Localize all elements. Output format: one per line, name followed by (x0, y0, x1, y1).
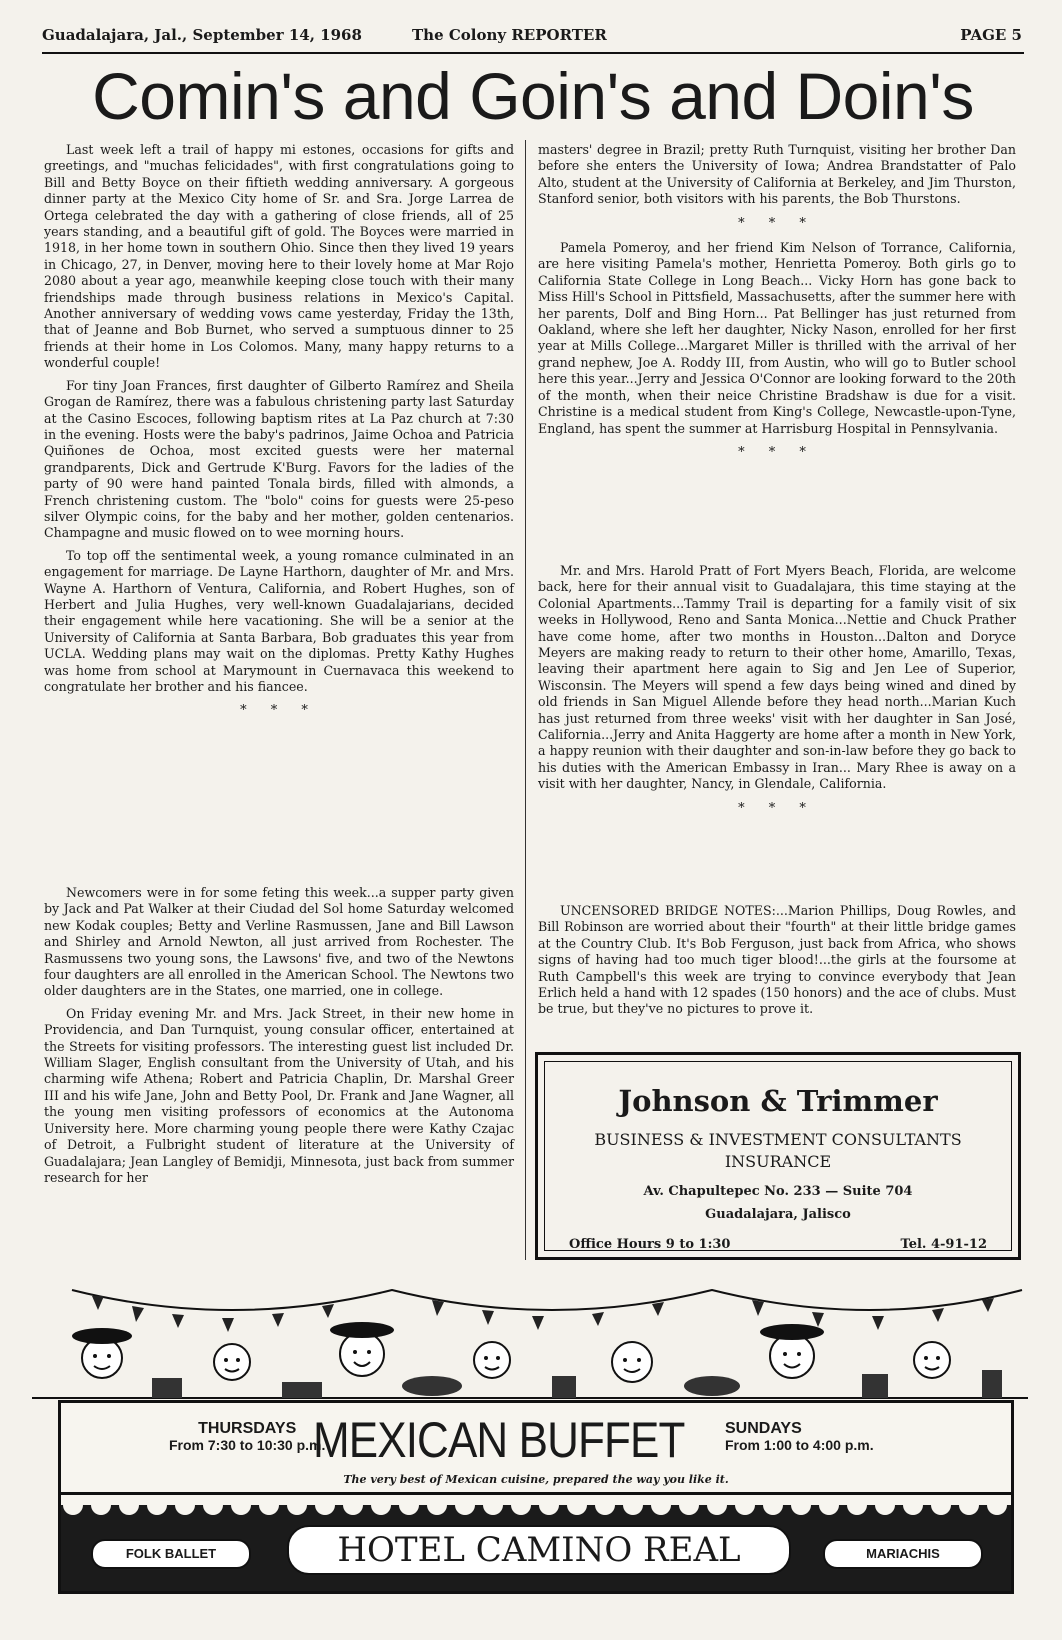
article-paragraph: On Friday evening Mr. and Mrs. Jack Street, in their new home in Providencia, and Dan Turnquist, young consular officer, entertained at the Streets for visiting professors. The interesting guest list included Dr. William Slager, English consultant from the University of Utah, and his charming wife Athena; Robert and Patricia Chaplin, Dr. Marshal Greer III and his wife Jane, John and Betty Pool, Dr. Frank and Jane Wagner, all the young men visiting professors of economics at the Autonoma University here. More charming young people there were Kathy Czajac of Detroit, a Fulbright student of literature at the University of Guadalajara; Jean Langley of Bemidji, Minnesota, just back from summer research for her (44, 1005, 514, 1185)
ad-telephone: Tel. 4-91-12 (900, 1237, 987, 1252)
left-column-upper (44, 142, 514, 728)
sundays-label: SUNDAYS (725, 1420, 802, 1437)
article-paragraph: Newcomers were in for some feting this week...a supper party given by Jack and Pat Walker at their Ciudad del Sol home Saturday welcomed new Kodak couples; Betty and Verline Rasmussen, Jane and Bill Lawson and Shirley and Arnold Newton, all just arrived from Rochester. The Rasmussens two young sons, the Lawsons' five, and two of the Newtons four daughters are all enrolled in the American School. The Newtons two older daughters are in the States, one married, one in college. (44, 885, 514, 999)
right-column-lower (538, 903, 1016, 1024)
buffet-title: MEXICAN BUFFET (313, 1412, 685, 1468)
folk-ballet-label: FOLK BALLET (91, 1539, 251, 1569)
page-headline: Comin's and Goin's and Doin's (92, 59, 974, 133)
section-separator: * * * (738, 444, 816, 460)
article-paragraph: masters' degree in Brazil; pretty Ruth Turnquist, visiting her brother Dan before she enters the University of Iowa; Andrea Brandstatter of Palo Alto, student at the University of California at Berkeley, and Jim Thurston, Stanford senior, both visitors with his parents, the Bob Thurstons. (538, 142, 1016, 207)
ad-title: Johnson & Trimmer (618, 1084, 938, 1118)
thursdays-time: From 7:30 to 10:30 p.m. (169, 1437, 326, 1453)
thursdays-label: THURSDAYS (198, 1420, 297, 1437)
right-column-middle (538, 563, 1016, 825)
masthead-place-date: Guadalajara, Jal., September 14, 1968 (42, 26, 362, 44)
column-divider (525, 140, 526, 1260)
article-paragraph: Mr. and Mrs. Harold Pratt of Fort Myers Beach, Florida, are welcome back, here for their annual visit to Guadalajara, this time staying at the Colonial Apartments...Tammy Trail is departing for a family visit of six weeks in Hollywood, Reno and Santa Monica...Nettie and Chuck Prather have come home, after two months in Houston...Dalton and Doryce Meyers are making ready to return to their other home, Amarillo, Texas, leaving their apartment here again to Sig and Jen Lee of Superior, Wisconsin. The Meyers will spend a few days being wined and dined by old friends in San Miguel Allende before they head north...Marian Kuch has just returned from three weeks' visit with her daughter in San José, California...Jerry and Anita Haggerty are home after a month in New York, a happy reunion with their daughter and son-in-law before they go back to his duties with the American Embassy in Iran... Mary Rhee is away on a visit with her daughter, Nancy, in Glendale, California. (538, 563, 1016, 792)
masthead-rule (42, 52, 1024, 54)
article-paragraph: Last week left a trail of happy mi estones, occasions for gifts and greetings, and "muchas felicidades", with first congratulations going to Bill and Betty Boyce on their fiftieth wedding anniversary. A gorgeous dinner party at the Mexico City home of Sr. and Sra. Jorge Larrea de Ortega celebrated the day with a gathering of close friends, all of 25 years standing, and a beautiful gift of gold. The Boyces were married in 1918, in her home town in southern Ohio. Since then they lived 19 years in Chicago, 27, in Denver, moving here to their lovely home at Mar Rojo 2080 about a year ago, meanwhile keeping close touch with their many friendships made through business relations in Mexico's Capital. Another anniversary of wedding vows came yesterday, Friday the 13th, that of Jeanne and Bob Burnet, who served a sumptuous dinner to 25 friends at their home in Los Colomos. Many, many happy returns to a wonderful couple! (44, 142, 514, 371)
article-paragraph: Pamela Pomeroy, and her friend Kim Nelson of Torrance, California, are here visiting Pamela's mother, Henrietta Pomeroy. Both girls go to California State College in Long Beach... Vicky Horn has gone back to Miss Hill's School in Pittsfield, Massachusetts, after the summer here with her parents, Dolf and Bing Horn... Pat Bellinger has just returned from Oakland, where she left her daughter, Nicky Nason, enrolled for her first year at Mills College...Margaret Miller is thrilled with the arrival of her grand nephew, Joe A. Roddy III, from Austin, who will go to Butler school here this year...Jerry and Jessica O'Connor are looking forward to the 20th of the month, when their neice Christine Bradshaw is due for a visit. Christine is a medical student from King's College, Newcastle-upon-Tyne, England, has spent the summer at Harrisburg Hospital in Pennsylvania. (538, 240, 1016, 436)
ad-inner-border (544, 1061, 1012, 1251)
hotel-banner (58, 1492, 1014, 1594)
masthead-page-number: PAGE 5 (960, 26, 1022, 44)
left-column-lower (44, 885, 514, 1192)
section-separator: * * * (240, 703, 318, 719)
masthead-paper-name: The Colony REPORTER (412, 26, 607, 44)
lace-trim (61, 1495, 1011, 1521)
sundays-block (725, 1421, 874, 1453)
section-separator: * * * (738, 800, 816, 816)
fiesta-illustration (32, 1270, 1028, 1400)
ad-address: Av. Chapultepec No. 233 — Suite 704 (643, 1184, 913, 1199)
sundays-time: From 1:00 to 4:00 p.m. (725, 1437, 874, 1453)
ad-office-hours: Office Hours 9 to 1:30 (569, 1237, 731, 1252)
ad-insurance: INSURANCE (724, 1152, 832, 1171)
hotel-name: HOTEL CAMINO REAL (287, 1525, 791, 1575)
right-column-upper (538, 142, 1016, 469)
thursdays-block (169, 1421, 325, 1453)
article-paragraph: UNCENSORED BRIDGE NOTES:...Marion Phillips, Doug Rowles, and Bill Robinson are worried about their "fourth" at their little bridge games at the Country Club. It's Bob Ferguson, just back from Africa, who shows signs of having had too much tiger blood!...the girls at the foursome at Ruth Campbell's this week are trying to convince everybody that Jean Erlich held a hand with 12 spades (150 honors) and the ace of clubs. Must be true, but they've no pictures to prove it. (538, 903, 1016, 1017)
article-paragraph: For tiny Joan Frances, first daughter of Gilberto Ramírez and Sheila Grogan de Ramírez, there was a fabulous christening party last Saturday at the Casino Escoces, following baptism rites at La Paz church at 7:30 in the evening. Hosts were the baby's padrinos, Jaime Ochoa and Patricia Quiñones de Ochoa, most excited guests were her maternal grandparents, Dick and Gertrude K'Burg. Favors for the ladies of the party of 90 were hand painted Tonala birds, filled with almonds, a French christening custom. The "bolo" coins for guests were 25-peso silver Olympic coins, for the baby and her mother, golden centenarios. Champagne and music flowed on to wee morning hours. (44, 377, 514, 541)
section-separator: * * * (738, 215, 816, 231)
mariachis-label: MARIACHIS (823, 1539, 983, 1569)
buffet-banner (58, 1400, 1014, 1495)
buffet-tagline: The very best of Mexican cuisine, prepared the way you like it. (343, 1473, 729, 1486)
ad-services: BUSINESS & INVESTMENT CONSULTANTS (594, 1130, 962, 1149)
mexican-buffet-ad (32, 1270, 1028, 1620)
ad-city: Guadalajara, Jalisco (705, 1207, 851, 1222)
masthead (42, 26, 1022, 48)
article-paragraph: To top off the sentimental week, a young romance culminated in an engagement for marriage. De Layne Harthorn, daughter of Mr. and Mrs. Wayne A. Harthorn of Ventura, California, and Robert Hughes, son of Herbert and Julia Hughes, very well-known Guadalajarians, decided their engagement while here vacationing. She will be a senior at the University of California at Santa Barbara, Bob graduates this year from UCLA. Wedding plans may wait on the diplomas. Pretty Kathy Hughes was home from school at Marymount in Cuernavaca this weekend to congratulate her brother and his fiancee. (44, 547, 514, 694)
johnson-trimmer-ad (535, 1052, 1021, 1260)
